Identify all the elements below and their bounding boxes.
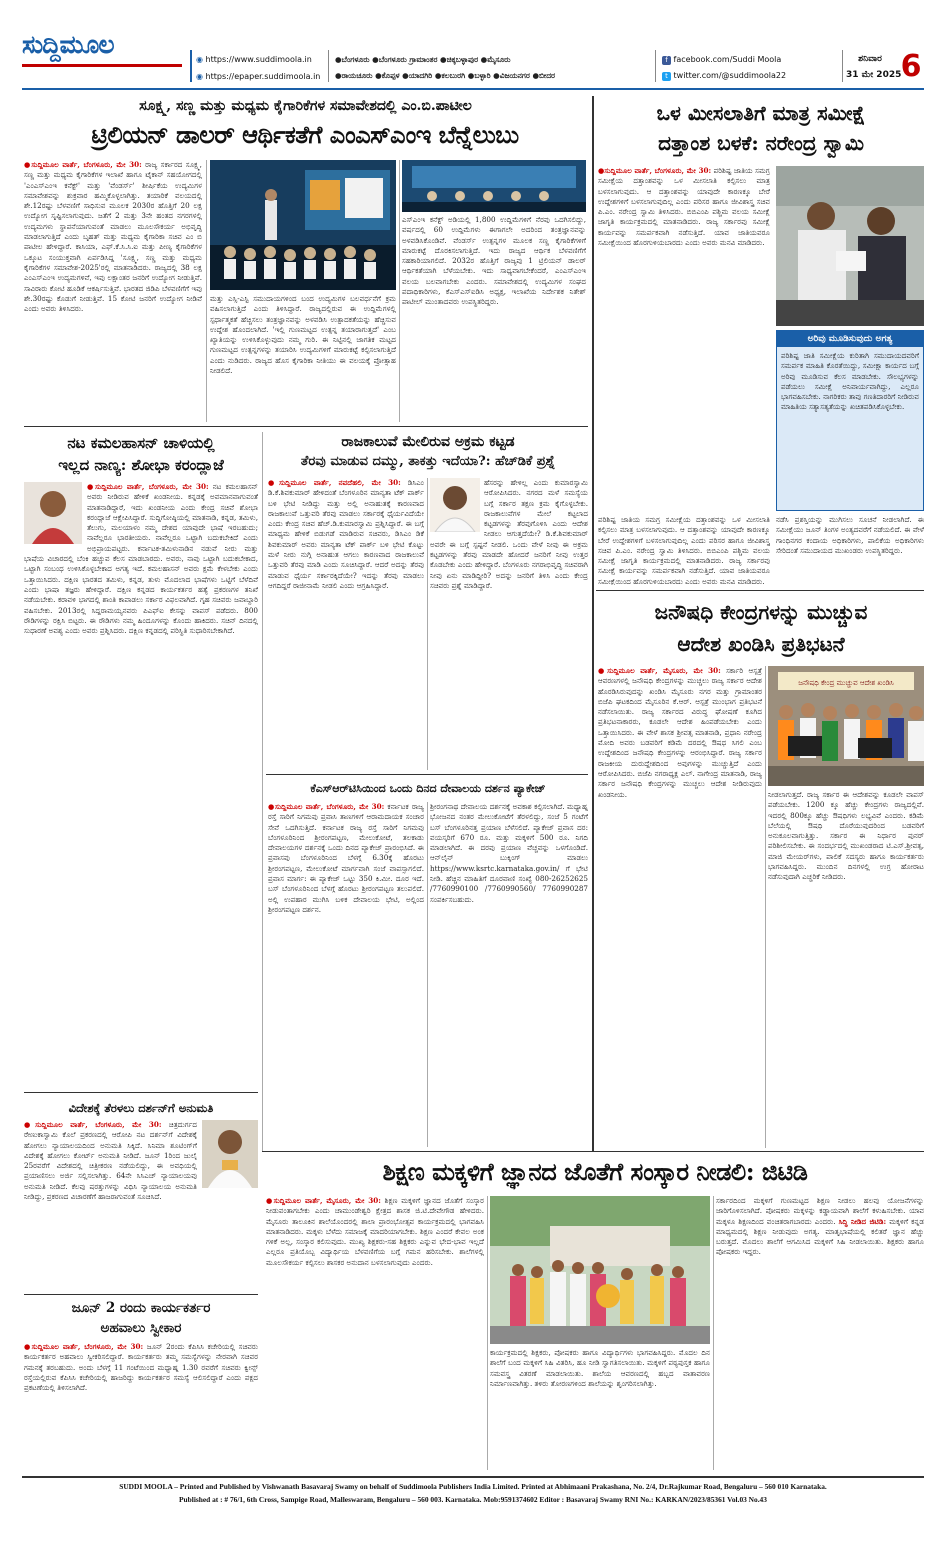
june2-byline: ●ಸುದ್ದಿಮೂಲ ವಾರ್ತೆ, ಬೆಂಗಳೂರು, ಮೇ 30: <box>24 1342 144 1351</box>
msme-col3-text: ಎಸ್‌ಎಂಇ ಕನೆಕ್ಟ್ ಅಡಿಯಲ್ಲಿ 1,800 ಉದ್ದಿಮೆಗಳಿಗೆ ನೆರವು ಒದಗಿಸಲಿದ್ದು, ವರ್ಷದಲ್ಲಿ 60 ಉದ್ದಿಮೆಗಳು ಈಗಾಗಲೇ ಅದರಿಂದ ತಂತ್ರಜ್ಞಾನವನ್ನು ಅಳವಡಿಸಿಕೊಂಡಿವೆ. ವೆಂಡರ್ಸ್ ಉತ್ಪನ್ನಗಳ ಮೂಲಕ ಸಣ್ಣ ಕೈಗಾರಿಕೆಗಳಿಗೆ ಮಾರುಕಟ್ಟೆ ದೊರಕಿಸಲಾಗುತ್ತಿದೆ. ಇದು ರಾಜ್ಯದ ಆರ್ಥಿಕ ಬೆಳವಣಿಗೆಗೆ ಸಹಕಾರಿಯಾಗಲಿದೆ. 2032ರ ಹೊತ್ತಿಗೆ ರಾಜ್ಯವು 1 ಟ್ರಿಲಿಯನ್ ಡಾಲರ್ ಆರ್ಥಿಕತೆಯಾಗಿ ಬೆಳೆಯಬೇಕು. ಇದು ಸಾಧ್ಯವಾಗಬೇಕೆಂದರೆ, ಎಂಎಸ್‌ಎಂಇ ವಲಯ ಬಲವಾಗಬೇಕು ಎಂದರು. ಸಮಾವೇಶದಲ್ಲಿ ಉದ್ಯಮಿಗಳ ಸಂಘದ ಪದಾಧಿಕಾರಿಗಳು, ಕೆಎಸ್ಎಸ್‌ಐಡಿಸಿ ಅಧ್ಯಕ್ಷ, ಇಲಾಖೆಯ ನಿರ್ದೇಶಕ ನಿತೇಶ್ ಪಾಟೀಲ್ ಮುಂತಾದವರು ಉಪಸ್ಥಿತರಿದ್ದರು. <box>402 215 586 307</box>
school-event-photo <box>490 1196 710 1344</box>
kamal-headline-2: ಇಲ್ಲದ ನಾಣ್ಯ: ಶೋಭಾ ಕರಂದ್ಲಾಜೆ <box>58 456 224 474</box>
msme-col1 <box>24 160 202 422</box>
darshan-photo <box>202 1120 258 1188</box>
shikshana-col3 <box>716 1196 924 1470</box>
videsha-headline: ವಿದೇಶಕ್ಕೆ ತೆರಳಲು ದರ್ಶನ್‌ಗೆ ಅನುಮತಿ <box>68 1101 214 1115</box>
ksrtc-byline: ●ಸುದ್ದಿಮೂಲ ವಾರ್ತೆ, ಬೆಂಗಳೂರು, ಮೇ 30: <box>268 802 385 811</box>
minister-photo <box>776 166 924 326</box>
hdk-col2 <box>430 478 588 770</box>
cities-row-1: ●ಬೆಂಗಳೂರು ●ಬೆಂಗಳೂರು ಗ್ರಾಮಾಂತರ ●ಚಿಕ್ಕಬಳ್ಳಾಪುರ ●ಮೈಸೂರು <box>335 55 511 64</box>
olamisalati-headline-1: ಒಳ ಮೀಸಲಾತಿಗೆ ಮಾತ್ರ ಸಮೀಕ್ಷೆ <box>656 101 866 125</box>
facebook-icon: f <box>662 56 671 65</box>
olamisalati-box <box>776 330 924 511</box>
cities-row-2: ●ರಾಯಚೂರು ●ಕೊಪ್ಪಳ ●ಯಾದಗಿರಿ ●ಕಲಬುರಗಿ ●ಬಳ್ಳಾರಿ ●ವಿಜಯನಗರ ●ಬೀದರ <box>335 71 556 80</box>
kamal-byline: ●ಸುದ್ದಿಮೂಲ ವಾರ್ತೆ, ಬೆಂಗಳೂರು, ಮೇ 30: <box>87 482 209 491</box>
june2-headline-2: ಅಹವಾಲು ಸ್ವೀಕಾರ <box>100 1320 182 1336</box>
olamisalati-body: ಪರಿಶಿಷ್ಟ ಜಾತಿಯ ಸಮಗ್ರ ಸಮೀಕ್ಷೆಯ ದತ್ತಾಂಶವನ್ನು ಒಳ ಮೀಸಲಾತಿ ಕಲ್ಪಿಸಲು ಮಾತ್ರ ಬಳಸಲಾಗುವುದು. ಆ ದತ್ತಾಂಶವನ್ನು ಯಾವುದೇ ಕಾರಣಕ್ಕೂ ಬೇರೆ ಉದ್ದೇಶಗಳಿಗೆ ಬಳಸಲಾಗುವುದಿಲ್ಲ ಎಂದು ಪರಿಸರ ಹಾಗೂ ಜೀವಿಶಾಸ್ತ್ರ ಸಚಿವ ಪಿ.ಎಂ. ನರೇಂದ್ರ ಸ್ವಾಮಿ ತಿಳಿಸಿದರು. ಬಿಬಿಎಂಪಿ ಪಶ್ಚಿಮ ವಲಯ ಸಮೀಕ್ಷೆ ಜಾಗೃತಿ ಕಾರ್ಯಕ್ರಮದಲ್ಲಿ ಮಾತನಾಡಿದರು. ರಾಜ್ಯ ಸರ್ಕಾರವು ಸಮೀಕ್ಷೆ ಕಾರ್ಯವನ್ನು ಸಮರ್ಪಕವಾಗಿ ನಡೆಸುತ್ತಿದೆ. ಯಾವ ಜಾತಿಯವರೂ ಸಮೀಕ್ಷೆಯಿಂದ ಹೊರಗುಳಿಯಬಾರದು ಎಂದು ಅವರು ಮನವಿ ಮಾಡಿದರು. <box>598 166 770 248</box>
hdk-col2-text: ಹೆಸರನ್ನು ಹೇಳಿಲ್ಲ ಎಂದು ಕುಮಾರಸ್ವಾಮಿ ಆರೋಪಿಸಿದರು. ನಗರದ ಮಳೆ ಸಮಸ್ಯೆಯ ಬಗ್ಗೆ ಸರ್ಕಾರ ತಕ್ಷಣ ಕ್ರಮ ಕೈಗೊಳ್ಳಬೇಕು. ರಾಜಕಾಲುವೆಗಳ ಮೇಲೆ ಕಟ್ಟಲಾದ ಕಟ್ಟಡಗಳನ್ನು ತೆರವುಗೊಳಿಸಿ ಎಂದು ಆದೇಶ ನೀಡಲು ಆಗುತ್ತದೆಯೇ? ಡಿ.ಕೆ.ಶಿವಕುಮಾರ್ ಅವರೇ ಈ ಬಗ್ಗೆ ಸ್ಪಷ್ಟನೆ ನೀಡಲಿ. ಒಂದು ವೇಳೆ ನೀವು ಈ ಅಕ್ರಮ ಕಟ್ಟಡಗಳನ್ನು ತೆರವು ಮಾಡದೇ ಹೋದರೆ ಜನರಿಗೆ ನೀವು ಉತ್ತರ ಕೊಡಬೇಕು ಎಂದು ಹೇಳಿದ್ದಾರೆ. ಬೆಂಗಳೂರು ನಗರಾಭಿವೃದ್ಧಿ ಸಚಿವರಾಗಿ ನೀವು ಏನು ಮಾಡಿದ್ದೀರಿ? ಅದನ್ನು ಜನರಿಗೆ ತಿಳಿಸಿ ಎಂದು ಕೇಂದ್ರ ಸಚಿವರು ಪ್ರಶ್ನೆ ಮಾಡಿದ್ದಾರೆ. <box>430 478 588 590</box>
facebook-link[interactable]: facebook.com/Suddi Moola <box>673 55 782 64</box>
protest-banner-text: ಜನೌಷಧಿ ಕೇಂದ್ರ ಮುಚ್ಚುವ ಆದೇಶ ಖಂಡಿಸಿ <box>798 679 894 687</box>
msme-photo <box>210 160 396 290</box>
kamal-headline-1: ನಟ ಕಮಲಹಾಸನ್ ಚಾಳಿಯಲ್ಲಿ <box>67 434 215 452</box>
olamisalati-headline-2: ದತ್ತಾಂಶ ಬಳಕೆ: ನರೇಂದ್ರ ಸ್ವಾಮಿ <box>658 131 864 155</box>
janaushadhi-col2-text: ನೀಡಲಾಗುತ್ತದೆ. ರಾಜ್ಯ ಸರ್ಕಾರ ಈ ಆದೇಶವನ್ನು ಕೂಡಲೇ ವಾಪಸ್ ಪಡೆಯಬೇಕು. 1200 ಕ್ಕೂ ಹೆಚ್ಚು ಕೇಂದ್ರಗಳು ರಾಜ್ಯದಲ್ಲಿವೆ. ಇದರಲ್ಲಿ 800ಕ್ಕೂ ಹೆಚ್ಚು ಔಷಧಿಗಳು ಲಭ್ಯವಿವೆ ಎಂದರು. ಕಡಿಮೆ ಬೆಲೆಯಲ್ಲಿ ಔಷಧಿ ದೊರೆಯುವುದರಿಂದ ಬಡವರಿಗೆ ಅನುಕೂಲವಾಗುತ್ತಿತ್ತು. ಸರ್ಕಾರ ಈ ನಿರ್ಧಾರ ಪುನರ್ ಪರಿಶೀಲಿಸಬೇಕು. ಈ ಸಂದರ್ಭದಲ್ಲಿ ಮುಖಂಡರಾದ ಟಿ.ಎಸ್.ಶ್ರೀವತ್ಸ, ಮಾಜಿ ಮೇಯರ್‌ಗಳು, ಪಾಲಿಕೆ ಸದಸ್ಯರು ಹಾಗೂ ಕಾರ್ಯಕರ್ತರು ಭಾಗವಹಿಸಿದ್ದರು. ಮುಂದಿನ ದಿನಗಳಲ್ಲಿ ಉಗ್ರ ಹೋರಾಟ ನಡೆಸುವುದಾಗಿ ಎಚ್ಚರಿಕೆ ನೀಡಿದರು. <box>768 790 924 882</box>
janaushadhi-col2 <box>768 790 924 1148</box>
globe-icon: ◉ <box>196 55 206 64</box>
june2-headline-1: ಜೂನ್ 2 ರಂದು ಕಾರ್ಯಕರ್ತರ <box>71 1300 211 1316</box>
epaper-url[interactable]: https://epaper.suddimoola.in <box>205 72 321 81</box>
hdk-portrait <box>430 478 480 532</box>
hdk-byline: ●ಸುದ್ದಿಮೂಲ ವಾರ್ತೆ, ನವದೆಹಲಿ, ಮೇ 30: <box>268 478 401 487</box>
shikshana-col2 <box>490 1348 710 1470</box>
shikshana-col3b-text: ಮಕ್ಕಳಿಗೆ ಕನ್ನಡ ಮಾಧ್ಯಮದಲ್ಲಿ ಶಿಕ್ಷಣ ನೀಡುವುದು ಅಗತ್ಯ. ಮಾತೃಭಾಷೆಯಲ್ಲಿ ಕಲಿತರೆ ಜ್ಞಾನ ಹೆಚ್ಚು ಬರುತ್ತದೆ. ಮೊದಲು ಶಾಲೆಗೆ ಆಗಮಿಸಿದ ಮಕ್ಕಳಿಗೆ ಸಿಹಿ ನೀಡಲಾಯಿತು. ಶಿಕ್ಷಕರು ಹಾಗೂ ಪೋಷಕರು ಇದ್ದರು. <box>716 1216 924 1257</box>
footer-line-1: SUDDI MOOLA – Printed and Published by Vishwanath Basavaraj Swamy on behalf of Suddimoola Publishers India Limited. Printed at Abhimaani Prakashana, No. 2/4, Dr.Rajkumar Road, Bengaluru – 560 010 Karnataka. <box>119 1482 827 1491</box>
shikshana-headline: ಶಿಕ್ಷಣ ಮಕ್ಕಳಿಗೆ ಜ್ಞಾನದ ಜೊತೆಗೆ ಸಂಸ್ಕಾರ ನೀಡಲಿ: ಜಿಟಿಡಿ <box>382 1157 808 1186</box>
page-number: 6 <box>900 49 922 84</box>
epaper-url-row[interactable] <box>196 72 320 81</box>
kamal-body <box>24 482 258 1087</box>
twitter-row[interactable] <box>662 71 786 81</box>
shikshana-col1 <box>266 1196 484 1470</box>
darshan-portrait <box>202 1120 258 1188</box>
protest-photo <box>768 666 924 786</box>
shobha-portrait <box>24 482 82 544</box>
issue-day: ಶನಿವಾರ <box>858 54 882 64</box>
kamal-text: ನಟ ಕಮಲಹಾಸನ್ ಅವರು ನೀಡಿರುವ ಹೇಳಿಕೆ ಖಂಡನೀಯ. ಕನ್ನಡಕ್ಕೆ ಅವಮಾನವಾಗುವಂತೆ ಮಾತನಾಡಿದ್ದಾರೆ, ಇದು ಖಂಡನೀಯ ಎಂದು ಕೇಂದ್ರ ಸಚಿವೆ ಶೋಭಾ ಕರಂದ್ಲಾಜೆ ಆಕ್ಷೇಪಿಸಿದ್ದಾರೆ. ಸುದ್ದಿಗೋಷ್ಠಿಯಲ್ಲಿ ಮಾತನಾಡಿ, ಕನ್ನಡ, ತಮಿಳು, ತೆಲುಗು, ಮಲಯಾಳಂ ನಮ್ಮ ದೇಶದ ಯಾವುದೇ ಭಾಷೆ ಇರಬಹುದು; ನಾವೆಲ್ಲರೂ ಭಾರತೀಯರು. ನಾವೆಲ್ಲರೂ ಒಟ್ಟಾಗಿ ಬದುಕಬೇಕಿದೆ ಎಂದು ಅಭಿಪ್ರಾಯಪಟ್ಟರು. ಕರ್ನಾಟಕ-ತಮಿಳುನಾಡಿನ ನಡುವೆ ನೀರು ಮತ್ತು ಭಾಷೆಯ ವಿಚಾರದಲ್ಲಿ ಬೆಂಕಿ ಹಚ್ಚುವ ಕೆಲಸ ಮಾಡಬಾರದು. ಅವರು, ನಾವು ಒಟ್ಟಾಗಿ ಬದುಕಬೇಕಾದ, ಒಟ್ಟಾಗಿ ಸಂಬಂಧ ಉಳಿಸಿಕೊಳ್ಳಬೇಕಾದ ಅಗತ್ಯ ಇದೆ. ಕಮಲಹಾಸನ್ ಅವರು ಕ್ಷಮೆ ಕೇಳಬೇಕು ಎಂದು ಒತ್ತಾಯಿಸಿದರು. ದಕ್ಷಿಣ ಭಾರತದ ತಮಿಳು, ಕನ್ನಡ, ತುಳು ಮೊದಲಾದ ಭಾಷೆಗಳು ಒಟ್ಟಿಗೆ ಬೆಳೆದಿವೆ ಎಂದು ಭಾಷಾ ತಜ್ಞರು ಹೇಳಿದ್ದಾರೆ. ದಕ್ಷಿಣ ಕನ್ನಡದ ಕಾರ್ಯಕರ್ತರ ಹತ್ಯೆ ಪ್ರಕರಣಗಳ ತನಿಖೆ ನಡೆಯಬೇಕು. ಕರಾವಳಿ ಭಾಗದಲ್ಲಿ ಶಾಂತಿ ಕಾಪಾಡಲು ಸರ್ಕಾರ ವಿಫಲವಾಗಿದೆ. ಗೃಹ ಸಚಿವರು ಜವಾಬ್ದಾರಿ ವಹಿಸಬೇಕು. 2013ರಲ್ಲಿ ಸಿದ್ದರಾಮಯ್ಯನವರು ಪಿಎಫ್‌ಐ ಕೇಸನ್ನು ವಾಪಸ್ ಪಡೆದರು. 800 ರೌಡಿಗಳನ್ನು ರಕ್ಷಿಸಿ ಬಿಟ್ಟರು. ಈ ರೌಡಿಗಳು ನಮ್ಮ ಹಿಂದೂಗಳನ್ನು ಕೊಂದು ಹಾಕಿದರು. ಸಚಿನ್ ದಿನದಲ್ಲಿ ಸುಧಾರಣೆ ಅವಶ್ಯ ಎಂದು ಅವರು ಪ್ರಶ್ನಿಸಿದರು. ದಕ್ಷಿಣ ಕನ್ನಡದಲ್ಲಿ ಪರಿಸ್ಥಿತಿ ಸುಧಾರಿಸಬೇಕಾಗಿದೆ. <box>24 482 258 636</box>
masthead-logo[interactable]: ಸುದ್ದಿಮೂಲ <box>22 30 114 59</box>
web-url[interactable]: https://www.suddimoola.in <box>205 55 312 64</box>
ksrtc-headline: ಕೆಎಸ್ಆರ್‌ಟಿಸಿಯಿಂದ ಒಂದು ದಿನದ ದೇವಾಲಯ ದರ್ಶನ ಪ್ಯಾಕೇಜ್ <box>310 782 546 795</box>
web-url-row[interactable] <box>196 55 312 64</box>
msme-kicker: ಸೂಕ್ಷ್ಮ, ಸಣ್ಣ ಮತ್ತು ಮಧ್ಯಮ ಕೈಗಾರಿಕೆಗಳ ಸಮಾವೇಶದಲ್ಲಿ ಎಂ.ಬಿ.ಪಾಟೀಲ <box>139 98 472 114</box>
videsha-body <box>24 1120 258 1290</box>
hdk-col1-text: ಡಿಸಿಎಂ ಡಿ.ಕೆ.ಶಿವಕುಮಾರ್ ಹೇಳಿದಂತೆ ಬೆಂಗಳೂರಿನ ಮಾನ್ಯತಾ ಟೆಕ್ ಪಾರ್ಕ್ ಬಳಿ ಭೇಟಿ ನೀಡಿದ್ದು ಮತ್ತು ಅಲ್ಲಿ ಅನಾಹುತಕ್ಕೆ ಕಾರಣವಾದ ರಾಜಕಾಲುವೆ ಒತ್ತುವರಿ ತೆರವು ಮಾಡಲು ಸರ್ಕಾರಕ್ಕೆ ಧೈರ್ಯವಿದೆಯೇ ಎಂದು ಕೇಂದ್ರ ಸಚಿವ ಹೆಚ್.ಡಿ.ಕುಮಾರಸ್ವಾಮಿ ಪ್ರಶ್ನಿಸಿದ್ದಾರೆ. ಈ ಬಗ್ಗೆ ಮಾಧ್ಯಮ ಹೇಳಿಕೆ ಬಿಡುಗಡೆ ಮಾಡಿರುವ ಸಚಿವರು, ಡಿಸಿಎಂ ಡಿಕೆ ಶಿವಕುಮಾರ್ ಅವರು ಮಾನ್ಯತಾ ಟೆಕ್ ಪಾರ್ಕ್ ಬಳಿ ಭೇಟಿ ಕೊಟ್ಟು ಮಳೆ ನೀರು ನುಗ್ಗಿ ಅನಾಹುತ ಆಗಲು ಕಾರಣವಾದ ರಾಜಕಾಲುವೆ ಒತ್ತುವರಿ ತೆರವು ಮಾಡಿ ಎಂದು ಸೂಚಿಸಿದ್ದಾರೆ. ಆದರೆ ಅದನ್ನು ತೆರವು ಮಾಡುವ ಧೈರ್ಯ ಸರ್ಕಾರಕ್ಕಿದೆಯೇ? ಇದನ್ನು ತೆರವು ಮಾಡಲು ಆಗದಿದ್ದರೆ ರಾಜೀನಾಮೆ ನೀಡಲಿ ಎಂದು ಆಗ್ರಹಿಸಿದ್ದಾರೆ. <box>268 478 424 590</box>
janaushadhi-col1 <box>598 666 762 1148</box>
footer-line-2: Published at : # 76/1, 6th Cross, Sampige Road, Malleswaram, Bengaluru – 560 003. Karnataka. Mob:9591374602 Editor : Basavaraj Swamy RNI No.: KARKAN/2023/85361 Vol.03 No.43 <box>179 1495 767 1504</box>
june2-body <box>24 1342 258 1470</box>
janaushadhi-headline-1: ಜನೌಷಧಿ ಕೇಂದ್ರಗಳನ್ನು ಮುಚ್ಚುವ <box>654 600 868 624</box>
stage-photo <box>402 160 586 212</box>
msme-col2-text: ಮತ್ತು ಎಸ್ಸಿ-ಎಸ್ಟಿ ಸಮುದಾಯಗಳಿಂದ ಬಂದ ಉದ್ಯಮಿಗಳ ಬಲವರ್ಧನೆಗೆ ಕ್ರಮ ವಹಿಸಲಾಗುತ್ತಿದೆ ಎಂದು ತಿಳಿಸಿದ್ದಾರೆ. ರಾಜ್ಯದಲ್ಲಿರುವ ಈ ಉದ್ದಿಮೆಗಳಲ್ಲಿ ಸ್ಪರ್ಧಾತ್ಮಕತೆ ಹೆಚ್ಚಿಸಲು ತಂತ್ರಜ್ಞಾನವನ್ನು ಅಳವಡಿಸಿ ಉತ್ಪಾದಕತೆಯನ್ನು ಹೆಚ್ಚಿಸುವ ಉದ್ದೇಶ ಹೊಂದಲಾಗಿದೆ. 'ಇಲ್ಲಿ ಗುಣಮಟ್ಟದ ಉತ್ಪನ್ನ ತಯಾರಾಗುತ್ತದೆ' ಎಂಬ ಖ್ಯಾತಿಯನ್ನು ಉಳಿಸಿಕೊಳ್ಳುವುದು ನಮ್ಮ ಗುರಿ. ಈ ನಿಟ್ಟಿನಲ್ಲಿ ಜಾಗತಿಕ ಮಟ್ಟದ ಗುಣಮಟ್ಟದ ಉತ್ಪನ್ನಗಳನ್ನು ತಯಾರಿಸಿ ಉದ್ಯಮಿಗಳಿಗೆ ಮಾರುಕಟ್ಟೆ ಕಲ್ಪಿಸಲಾಗುತ್ತಿದೆ ಎಂದು ನುಡಿದರು. ರಾಜ್ಯದ ಹೊಸ ಕೈಗಾರಿಕಾ ನೀತಿಯು ಈ ವಲಯಕ್ಕೆ ಪ್ರೋತ್ಸಾಹ ನೀಡಲಿದೆ. <box>210 294 396 376</box>
videsha-byline: ●ಸುದ್ದಿಮೂಲ ವಾರ್ತೆ, ಬೆಂಗಳೂರು, ಮೇ 30: <box>24 1120 162 1129</box>
janaushadhi-headline-2: ಆದೇಶ ಖಂಡಿಸಿ ಪ್ರತಿಭಟನೆ <box>677 632 845 656</box>
twitter-icon: t <box>662 72 671 81</box>
ksrtc-col2-text: ಶ್ರೀರಂಗನಾಥ ದೇವಾಲಯ ದರ್ಶನಕ್ಕೆ ಅವಕಾಶ ಕಲ್ಪಿಸಲಾಗಿದೆ. ಮಧ್ಯಾಹ್ನ ಭೋಜನದ ನಂತರ ಮೇಲುಕೋಟೆಗೆ ತೆರಳಲಿದ್ದು, ಸಂಜೆ 5 ಗಂಟೆಗೆ ಬಸ್ ಬೆಂಗಳೂರಿನತ್ತ ಪ್ರಯಾಣ ಬೆಳೆಸಲಿದೆ. ಪ್ಯಾಕೇಜ್ ಪ್ರವಾಸ ದರ: ವಯಸ್ಕರಿಗೆ 670 ರೂ. ಮತ್ತು ಮಕ್ಕಳಿಗೆ 500 ರೂ. ನಿಗದಿ ಮಾಡಲಾಗಿದೆ. ಈ ದರವು ಪ್ರಯಾಣ ವೆಚ್ಚವನ್ನು ಒಳಗೊಂಡಿದೆ. ಆನ್‌ಲೈನ್ ಬುಕ್ಕಿಂಗ್ ಮಾಡಲು https://www.ksrtc.karnataka.gov.in/ ಗೆ ಭೇಟಿ ನೀಡಿ. ಹೆಚ್ಚಿನ ಮಾಹಿತಿಗೆ ದೂರವಾಣಿ ಸಂಖ್ಯೆ 080-26252625 /7760990100 /7760990560/ 7760990287 ಸಂಪರ್ಕಿಸಬಹುದು. <box>430 802 588 904</box>
janaushadhi-byline: ●ಸುದ್ದಿಮೂಲ ವಾರ್ತೆ, ಮೈಸೂರು, ಮೇ 30: <box>598 666 721 675</box>
olamisalati-col1 <box>598 166 770 511</box>
kamal-photo <box>24 482 82 544</box>
ksrtc-col2 <box>430 802 588 1147</box>
shikshana-col2-text: ಕಾರ್ಯಕ್ರಮದಲ್ಲಿ ಶಿಕ್ಷಕರು, ಪೋಷಕರು ಹಾಗೂ ವಿದ್ಯಾರ್ಥಿಗಳು ಭಾಗವಹಿಸಿದ್ದರು. ಮೊದಲ ದಿನ ಶಾಲೆಗೆ ಬಂದ ಮಕ್ಕಳಿಗೆ ಸಿಹಿ ವಿತರಿಸಿ, ಹೂ ನೀಡಿ ಸ್ವಾಗತಿಸಲಾಯಿತು. ಮಕ್ಕಳಿಗೆ ಪಠ್ಯಪುಸ್ತಕ ಹಾಗೂ ಸಮವಸ್ತ್ರ ವಿತರಣೆ ಮಾಡಲಾಯಿತು. ಶಾಲೆಯ ಆವರಣದಲ್ಲಿ ಹಬ್ಬದ ವಾತಾವರಣ ನಿರ್ಮಾಣವಾಗಿತ್ತು. ತಳಿರು ತೋರಣಗಳಿಂದ ಶಾಲೆಯನ್ನು ಶೃಂಗರಿಸಲಾಗಿತ್ತು. <box>490 1348 710 1388</box>
olamisalati-body-cont: ಪರಿಶಿಷ್ಟ ಜಾತಿಯ ಸಮಗ್ರ ಸಮೀಕ್ಷೆಯ ದತ್ತಾಂಶವನ್ನು ಒಳ ಮೀಸಲಾತಿ ಕಲ್ಪಿಸಲು ಮಾತ್ರ ಬಳಸಲಾಗುವುದು. ಆ ದತ್ತಾಂಶವನ್ನು ಯಾವುದೇ ಕಾರಣಕ್ಕೂ ಬೇರೆ ಉದ್ದೇಶಗಳಿಗೆ ಬಳಸಲಾಗುವುದಿಲ್ಲ ಎಂದು ಪರಿಸರ ಹಾಗೂ ಜೀವಿಶಾಸ್ತ್ರ ಸಚಿವ ಪಿ.ಎಂ. ನರೇಂದ್ರ ಸ್ವಾಮಿ ತಿಳಿಸಿದರು. ಬಿಬಿಎಂಪಿ ಪಶ್ಚಿಮ ವಲಯ ಸಮೀಕ್ಷೆ ಜಾಗೃತಿ ಕಾರ್ಯಕ್ರಮದಲ್ಲಿ ಮಾತನಾಡಿದರು. ರಾಜ್ಯ ಸರ್ಕಾರವು ಸಮೀಕ್ಷೆ ಕಾರ್ಯವನ್ನು ಸಮರ್ಪಕವಾಗಿ ನಡೆಸುತ್ತಿದೆ. ಯಾವ ಜಾತಿಯವರೂ ಸಮೀಕ್ಷೆಯಿಂದ ಹೊರಗುಳಿಯಬಾರದು ಎಂದು ಅವರು ಮನವಿ ಮಾಡಿದರು. <box>598 515 770 585</box>
twitter-link[interactable]: twitter.com/@suddimoola22 <box>673 71 787 80</box>
ksrtc-col1 <box>268 802 424 1147</box>
videsha-text: ಚಿತ್ರದುರ್ಗದ ರೇಣುಕಾಸ್ವಾಮಿ ಕೊಲೆ ಪ್ರಕರಣದಲ್ಲಿ ಆರೋಪಿ ನಟ ದರ್ಶನ್‌ಗೆ ವಿದೇಶಕ್ಕೆ ಹೋಗಲು ನ್ಯಾಯಾಲಯದಿಂದ ಅನುಮತಿ ಸಿಕ್ಕಿದೆ. ಸಿನಿಮಾ ಶೂಟಿಂಗ್‌ಗೆ ವಿದೇಶಕ್ಕೆ ಹೋಗಲು ಕೋರ್ಟ್ ಅನುಮತಿ ನೀಡಿದೆ. ಜೂನ್ 1ರಿಂದ ಜುಲೈ 25ರವರೆಗೆ ವಿದೇಶದಲ್ಲಿ ಚಿತ್ರೀಕರಣ ನಡೆಯಲಿದ್ದು, ಈ ಅವಧಿಯಲ್ಲಿ ಪ್ರಯಾಣಿಸಲು ಅರ್ಜಿ ಸಲ್ಲಿಸಲಾಗಿತ್ತು. 64ನೇ ಸಿಸಿಎಚ್ ನ್ಯಾಯಾಲಯವು ಅನುಮತಿ ನೀಡಿದೆ. ಕೆಲವು ಷರತ್ತುಗಳನ್ನು ವಿಧಿಸಿ ನ್ಯಾಯಾಲಯ ಅನುಮತಿ ನೀಡಿದ್ದು, ಪ್ರಕರಣದ ವಿಚಾರಣೆಗೆ ಹಾಜರಾಗುವಂತೆ ಸೂಚಿಸಿದೆ. <box>24 1120 197 1202</box>
msme-col1-text: ರಾಜ್ಯ ಸರ್ಕಾರದ ಸೂಕ್ಷ್ಮ, ಸಣ್ಣ ಮತ್ತು ಮಧ್ಯಮ ಕೈಗಾರಿಕೆಗಳ ಇಲಾಖೆ ಹಾಗೂ ಟೈಕಾನ್ ಸಹಯೋಗದಲ್ಲಿ 'ಎಂಎಸ್‌ಎಂಇ ಕನೆಕ್ಟ್' ಮತ್ತು 'ವೆಂಡರ್ಸ್' ಶೀರ್ಷಿಕೆಯ ಉದ್ಯಮಿಗಳ ಸಮಾವೇಶವನ್ನು ಶುಕ್ರವಾರ ಹಮ್ಮಿಕೊಳ್ಳಲಾಗಿತ್ತು. ತಯಾರಿಕೆ ವಲಯದಲ್ಲಿ ಶೇ.12ರಷ್ಟು ಬೆಳವಣಿಗೆ ಸಾಧಿಸುವ ಮೂಲಕ 2030ರ ಹೊತ್ತಿಗೆ 20 ಲಕ್ಷ ಉದ್ಯೋಗ ಸೃಷ್ಟಿಸಲಾಗುವುದು. ಜತೆಗೆ 2 ಮತ್ತು 3ನೇ ಹಂತದ ನಗರಗಳಲ್ಲಿ ಉದ್ಯಮಗಳು ಸ್ಥಾಪನೆಯಾಗುವಂತೆ ಮಾಡಲು ಮೂಲಸೌಕರ್ಯ ಅಭಿವೃದ್ಧಿ ಮಾಡಲಾಗುತ್ತಿದೆ ಎಂದು ಬೃಹತ್ ಮತ್ತು ಮಧ್ಯಮ ಕೈಗಾರಿಕಾ ಸಚಿವ ಎಂ ಬಿ ಪಾಟೀಲ ಹೇಳಿದ್ದಾರೆ. ಕಾಸಿಯಾ, ಎಫ್.ಕೆ.ಸಿ.ಸಿ.ಐ ಮತ್ತು ಪೀಣ್ಯ ಕೈಗಾರಿಕೆಗಳ ಒಕ್ಕೂಟ ಸಂಯುಕ್ತವಾಗಿ ಏರ್ಪಡಿಸಿದ್ದ 'ಸೂಕ್ಷ್ಮ, ಸಣ್ಣ ಮತ್ತು ಮಧ್ಯಮ ಕೈಗಾರಿಕೆಗಳ ಸಮಾವೇಶ-2025'ರಲ್ಲಿ ಮಾತನಾಡಿದರು. ರಾಜ್ಯದಲ್ಲಿ 38 ಲಕ್ಷ ಎಂಎಸ್‌ಎಂಇ ಉದ್ಯಮಗಳಿವೆ, ಇವು ಲಕ್ಷಾಂತರ ಜನರಿಗೆ ಉದ್ಯೋಗ ನೀಡುತ್ತಿವೆ. ಸಾವಿರಾರು ಕೋಟಿ ಹೂಡಿಕೆ ಆಕರ್ಷಿಸುತ್ತಿವೆ. ಭಾರತದ ಜಿಡಿಪಿ ಬೆಳವಣಿಗೆಗೆ ಇವು ಶೇ.30ರಷ್ಟು ಕೊಡುಗೆ ನೀಡುತ್ತಿವೆ. 15 ಕೋಟಿ ಜನರಿಗೆ ಉದ್ಯೋಗ ನೀಡಿವೆ ಎಂದು ಅವರು ತಿಳಿಸಿದರು. <box>24 160 202 314</box>
masthead <box>0 0 945 92</box>
june2-text: ಜೂನ್ 2ರಂದು ಕೆಪಿಸಿಸಿ ಕಚೇರಿಯಲ್ಲಿ ಸಚಿವರು ಕಾರ್ಯಕರ್ತರ ಅಹವಾಲು ಸ್ವೀಕರಿಸಲಿದ್ದಾರೆ. ಕಾರ್ಯಕರ್ತರು ತಮ್ಮ ಸಮಸ್ಯೆಗಳನ್ನು ನೇರವಾಗಿ ಸಚಿವರ ಗಮನಕ್ಕೆ ತರಬಹುದು. ಅಂದು ಬೆಳಗ್ಗೆ 11 ಗಂಟೆಯಿಂದ ಮಧ್ಯಾಹ್ನ 1.30 ರವರೆಗೆ ಸಚಿವರು ಕ್ವೀನ್ಸ್ ರಸ್ತೆಯಲ್ಲಿರುವ ಕೆಪಿಸಿಸಿ ಕಚೇರಿಯಲ್ಲಿ ಹಾಜರಿದ್ದು ಕಾರ್ಯಕರ್ತರ ಸಮಸ್ಯೆ ಆಲಿಸಲಿದ್ದಾರೆ ಎಂದು ಪಕ್ಷದ ಪ್ರಕಟಣೆಯಲ್ಲಿ ತಿಳಿಸಲಾಗಿದೆ. <box>24 1342 258 1393</box>
hdk-headline-1: ರಾಜಕಾಲುವೆ ಮೇಲಿರುವ ಅಕ್ರಮ ಕಟ್ಟಡ <box>341 434 515 450</box>
msme-event-photo <box>210 160 396 290</box>
msme-col3 <box>402 160 586 422</box>
hdk-photo <box>430 478 480 532</box>
facebook-row[interactable] <box>662 55 781 65</box>
olamisalati-after-text: ನಡೆಸಿ ಪ್ರಶಸ್ತಿಯನ್ನು ಮುಗಿಸಲು ಸೂಚನೆ ನೀಡಲಾಗಿದೆ. ಈ ಸಮೀಕ್ಷೆಯು ಜೂನ್ ತಿಂಗಳ ಅಂತ್ಯದವರೆಗೆ ನಡೆಯಲಿದೆ. ಈ ವೇಳೆ ಗಾಂಧಿನಗರ ಕಂದಾಯ ಅಧಿಕಾರಿಗಳು, ಪಾಲಿಕೆಯ ಅಧಿಕಾರಿಗಳು ಸೇರಿದಂತೆ ಸಮುದಾಯದ ಮುಖಂಡರು ಉಪಸ್ಥಿತರಿದ್ದರು. <box>776 515 924 555</box>
hdk-headline-2: ತೆರವು ಮಾಡುವ ದಮ್ಮು, ತಾಕತ್ತು ಇದೆಯಾ?: ಹೆಚ್‌ಡಿಕೆ ಪ್ರಶ್ನೆ <box>300 454 556 469</box>
msme-stage-photo-inline <box>402 160 586 212</box>
issue-date: 31 ಮೇ 2025 <box>846 70 902 80</box>
msme-headline: ಟ್ರಿಲಿಯನ್ ಡಾಲರ್ ಆರ್ಥಿಕತೆಗೆ ಎಂಎಸ್‌ಎಂಇ ಬೆನ್ನೆಲುಬು <box>91 120 519 149</box>
olamisalati-after-box <box>776 515 924 585</box>
globe-icon: ◉ <box>196 72 206 81</box>
shikshana-byline: ●ಸುದ್ದಿಮೂಲ ವಾರ್ತೆ, ಮೈಸೂರು, ಮೇ 30: <box>266 1196 381 1205</box>
janaushadhi-photo <box>768 666 924 786</box>
ksrtc-col1-text: ಕರ್ನಾಟಕ ರಾಜ್ಯ ರಸ್ತೆ ಸಾರಿಗೆ ನಿಗಮವು ಪ್ರವಾಸಿ ತಾಣಗಳಿಗೆ ಆರಾಮದಾಯಕ ಸಂಚಾರ ಸೇವೆ ಒದಗಿಸುತ್ತಿದೆ. ಕರ್ನಾಟಕ ರಾಜ್ಯ ರಸ್ತೆ ಸಾರಿಗೆ ನಿಗಮವು ಬೆಂಗಳೂರಿನಿಂದ ಶ್ರೀರಂಗಪಟ್ಟಣ, ಮೇಲುಕೋಟೆ, ತಲಕಾಡು ದೇವಾಲಯಗಳ ದರ್ಶನಕ್ಕೆ ಒಂದು ದಿನದ ಪ್ಯಾಕೇಜ್ ಪ್ರಾರಂಭಿಸಿದೆ. ಈ ಪ್ರವಾಸವು ಬೆಂಗಳೂರಿನಿಂದ ಬೆಳಗ್ಗೆ 6.30ಕ್ಕೆ ಹೊರಟು ಶ್ರೀರಂಗಪಟ್ಟಣ, ಮೇಲುಕೋಟೆ ಮಾರ್ಗವಾಗಿ ಸಂಜೆ ವಾಪಸ್ಸಾಗಲಿದೆ. ಪ್ರವಾಸ ಮಾರ್ಗ: ಈ ಪ್ಯಾಕೇಜ್ ಒಟ್ಟು 350 ಕಿ.ಮೀ. ದೂರ ಇದೆ. ಬಸ್ ಬೆಂಗಳೂರಿನಿಂದ ಬೆಳಗ್ಗೆ ಹೊರಟು ಶ್ರೀರಂಗಪಟ್ಟಣ ತಲುಪಲಿದೆ. ಅಲ್ಲಿ ಉಪಹಾರ ಮುಗಿಸಿ ಬಳಿಕ ದೇವಾಲಯ ಭೇಟಿ, ಅಲ್ಲಿಂದ ಶ್ರೀರಂಗಪಟ್ಟಣ ದರ್ಶನ. <box>268 802 424 914</box>
olamisalati-byline: ●ಸುದ್ದಿಮೂಲ ವಾರ್ತೆ, ಬೆಂಗಳೂರು, ಮೇ 30: <box>598 166 712 175</box>
hdk-col1 <box>268 478 424 770</box>
shikshana-photo <box>490 1196 710 1344</box>
olamisalati-photo <box>776 166 924 326</box>
msme-byline: ●ಸುದ್ದಿಮೂಲ ವಾರ್ತೆ, ಬೆಂಗಳೂರು, ಮೇ 30: <box>24 160 142 169</box>
msme-col2 <box>210 294 396 422</box>
olamisalati-col1b <box>598 515 770 585</box>
shikshana-subhead: ಸಿದ್ಧಿ ನೀಡಿದ ಜಿಟಿಡಿ: <box>838 1216 887 1226</box>
olamisalati-box-body: ಪರಿಶಿಷ್ಟ ಜಾತಿ ಸಮೀಕ್ಷೆಯ ಕುರಿತಾಗಿ ಸಮುದಾಯದವರಿಗೆ ಸಮರ್ಪಕ ಮಾಹಿತಿ ಕೊರತೆಯಿದ್ದು, ಸಮೀಕ್ಷಾ ಕಾರ್ಯದ ಬಗ್ಗೆ ಅರಿವು ಮೂಡಿಸುವ ಕೆಲಸ ಮಾಡಬೇಕು. ಸೌಲಭ್ಯಗಳನ್ನು ಪಡೆಯಲು ಸಮೀಕ್ಷೆ ಅನಿವಾರ್ಯವಾಗಿದ್ದು, ಎಲ್ಲರೂ ಭಾಗವಹಿಸಬೇಕು. ನಾಗರಿಕರು ತಾವು ಗಣತಿದಾರರಿಗೆ ನೀಡಿರುವ ಮಾಹಿತಿಯ ಸತ್ಯಾಸತ್ಯತೆಯನ್ನು ಖಚಿತಪಡಿಸಿಕೊಳ್ಳಬೇಕು. <box>781 351 919 412</box>
janaushadhi-col1-text: ಸರ್ಕಾರಿ ಆಸ್ಪತ್ರೆ ಆವರಣಗಳಲ್ಲಿ ಜನೌಷಧಿ ಕೇಂದ್ರಗಳನ್ನು ಮುಚ್ಚಲು ರಾಜ್ಯ ಸರ್ಕಾರ ಆದೇಶ ಹೊರಡಿಸಿರುವುದನ್ನು ಖಂಡಿಸಿ ಮೈಸೂರು ನಗರ ಮತ್ತು ಗ್ರಾಮಾಂತರ ಬಿಜೆಪಿ ಘಟಕದಿಂದ ಮೈಸೂರಿನ ಕೆ.ಆರ್. ಆಸ್ಪತ್ರೆ ಮುಂಭಾಗ ಪ್ರತಿಭಟನೆ ನಡೆಸಲಾಯಿತು. ರಾಜ್ಯ ಸರ್ಕಾರದ ವಿರುದ್ಧ ಘೋಷಣೆ ಕೂಗಿದ ಪ್ರತಿಭಟನಾಕಾರರು, ಕೂಡಲೇ ಆದೇಶ ಹಿಂಪಡೆಯಬೇಕು ಎಂದು ಒತ್ತಾಯಿಸಿದರು. ಈ ವೇಳೆ ಶಾಸಕ ಶ್ರೀವತ್ಸ ಮಾತನಾಡಿ, ಪ್ರಧಾನಿ ನರೇಂದ್ರ ಮೋದಿ ಅವರು ಬಡವರಿಗೆ ಕಡಿಮೆ ದರದಲ್ಲಿ ಔಷಧ ಸಿಗಲಿ ಎಂಬ ಉದ್ದೇಶದಿಂದ ಜನೌಷಧಿ ಕೇಂದ್ರಗಳನ್ನು ಆರಂಭಿಸಿದ್ದಾರೆ. ರಾಜ್ಯ ಸರ್ಕಾರ ರಾಜಕೀಯ ದುರುದ್ದೇಶದಿಂದ ಅವುಗಳನ್ನು ಮುಚ್ಚುತ್ತಿದೆ ಎಂದು ಆರೋಪಿಸಿದರು. ಬಿಜೆಪಿ ನಗರಾಧ್ಯಕ್ಷ ಎಲ್. ನಾಗೇಂದ್ರ ಮಾತನಾಡಿ, ರಾಜ್ಯ ಸರ್ಕಾರ ಜನೌಷಧಿ ಕೇಂದ್ರಗಳನ್ನು ಮುಚ್ಚಲು ಆದೇಶ ನೀಡಿರುವುದು ಖಂಡನೀಯ. <box>598 666 762 799</box>
shikshana-col1-text: ಶಿಕ್ಷಣ ಮಕ್ಕಳಿಗೆ ಜ್ಞಾನದ ಜೊತೆಗೆ ಸಂಸ್ಕಾರ ನೀಡುವಂತಾಗಬೇಕು ಎಂದು ಚಾಮುಂಡೇಶ್ವರಿ ಕ್ಷೇತ್ರದ ಶಾಸಕ ಜಿ.ಟಿ.ದೇವೇಗೌಡ ಹೇಳಿದರು. ಮೈಸೂರು ತಾಲೂಕಿನ ಶಾಲೆಯೊಂದರಲ್ಲಿ ಶಾಲಾ ಪ್ರಾರಂಭೋತ್ಸವ ಕಾರ್ಯಕ್ರಮದಲ್ಲಿ ಭಾಗವಹಿಸಿ ಮಾತನಾಡಿದರು. ಮಕ್ಕಳು ಬೆಳೆದು ಸಮಾಜಕ್ಕೆ ಮಾದರಿಯಾಗಬೇಕು. ಶಿಕ್ಷಣ ಎಂದರೆ ಕೇವಲ ಅಂಕ ಗಳಿಕೆ ಅಲ್ಲ, ಸಂಸ್ಕಾರ ಕಲಿಸುವುದು. ಮುಖ್ಯ ಶಿಕ್ಷಕರು-ಸಹ ಶಿಕ್ಷಕರು ಎನ್ನುವ ಭೇದ-ಭಾವ ಇಲ್ಲದೆ ಎಲ್ಲರೂ ಪ್ರತಿಯೊಬ್ಬ ವಿದ್ಯಾರ್ಥಿಯ ಬೆಳವಣಿಗೆಯ ಬಗ್ಗೆ ಗಮನ ಹರಿಸಬೇಕು. ಶಾಲೆಗಳಲ್ಲಿ ಮೂಲಸೌಕರ್ಯ ಕಲ್ಪಿಸಲು ಶಾಸಕರ ಅನುದಾನ ಬಳಸಲಾಗುವುದು ಎಂದರು. <box>266 1196 484 1267</box>
shikshana-col3-text: ಸರ್ಕಾರದಿಂದ ಮಕ್ಕಳಿಗೆ ಗುಣಮಟ್ಟದ ಶಿಕ್ಷಣ ನೀಡಲು ಹಲವು ಯೋಜನೆಗಳನ್ನು ಜಾರಿಗೊಳಿಸಲಾಗಿದೆ. ಪೋಷಕರು ಮಕ್ಕಳನ್ನು ಕಡ್ಡಾಯವಾಗಿ ಶಾಲೆಗೆ ಕಳುಹಿಸಬೇಕು. ಯಾವ ಮಕ್ಕಳೂ ಶಿಕ್ಷಣದಿಂದ ವಂಚಿತರಾಗಬಾರದು ಎಂದರು. <box>716 1196 924 1226</box>
olamisalati-box-title: ಅರಿವು ಮೂಡಿಸುವುದು ಅಗತ್ಯ <box>777 331 923 347</box>
